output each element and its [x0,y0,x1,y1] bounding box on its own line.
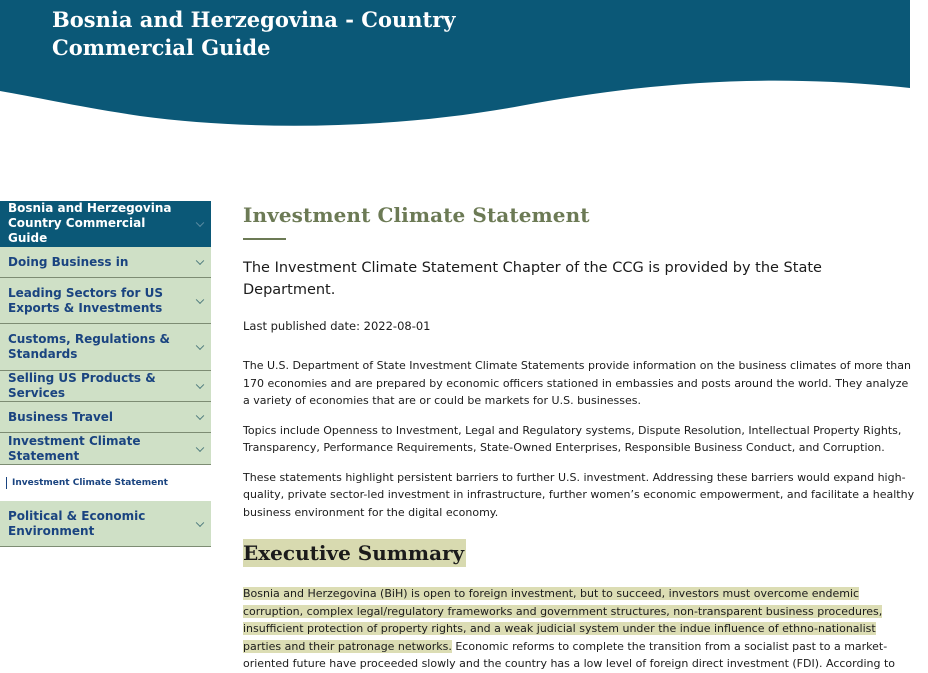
site-title-line1: Bosnia and Herzegovina - Country [52,7,456,32]
sidebar-item-label: Doing Business in [8,254,129,269]
sidebar-item-investment-climate[interactable] [0,433,211,465]
chevron-down-icon [196,443,204,451]
sidebar-nav [0,201,211,547]
chevron-down-icon [196,381,204,389]
sidebar-item-label: Business Travel [8,409,114,424]
sidebar-item-customs-regulations[interactable] [0,324,211,371]
page-title: Investment Climate Statement [243,203,590,227]
executive-summary-heading-wrap [243,539,915,567]
sidebar-item-doing-business[interactable] [0,247,211,278]
site-title [52,6,472,62]
sidebar-item-political-economic[interactable] [0,501,211,547]
sidebar-item-leading-sectors[interactable] [0,278,211,324]
main-content [243,201,915,673]
body-paragraph: Topics include Openness to Investment, Legal and Regulatory systems, Dispute Resolution, Intellectual Property Rights, Transparency, Performance Requirements, State-Owned Enterprises, Responsible Business Conduct, and Corruption. [243,423,902,454]
sidebar-item-label: Selling US Products & Services [8,371,156,400]
chevron-down-icon [196,295,204,303]
chevron-down-icon [196,518,204,526]
sidebar-subitem-investment-climate[interactable] [0,465,211,501]
chevron-down-icon [196,218,204,226]
sidebar-subitem-label: Investment Climate Statement [12,478,168,488]
sidebar-item-business-travel[interactable] [0,402,211,433]
highlighted-text: Bosnia and Herzegovina (BiH) is open to foreign investment, but to succeed, investors must overcome endemic corruption, complex legal/regulatory frameworks and government structures, non-transparent business procedures, insufficient protection of property rights, and a weak judicial system under the indue influence of ethno-nationalist parties and their patronage networks. [243,587,883,653]
sidebar-item-selling-products[interactable] [0,371,211,402]
paragraph-continuation: Economic reforms to complete the transition from a socialist past to a market-oriented future have proceeded slowly and the country has a low level of foreign direct investment (FDI). According to [243,639,896,670]
chevron-down-icon [196,342,204,350]
site-title-line2: Commercial Guide [52,35,271,60]
chevron-down-icon [196,412,204,420]
lead-paragraph: The Investment Climate Statement Chapter of the CCG is provided by the State Department. [243,260,822,298]
sidebar-item-label: Bosnia and Herzegovina Country Commercial Guide [8,201,172,245]
active-indicator [6,477,7,489]
sidebar-item-label: Customs, Regulations & Standards [8,332,170,361]
chevron-down-icon [196,257,204,265]
sidebar-item-country-commercial-guide[interactable] [0,201,211,247]
sidebar-item-label: Political & Economic Environment [8,508,146,538]
body-paragraph: These statements highlight persistent barriers to further U.S. investment. Addressing these barriers would expand high-quality, private sector-led investment in infrastructure, further women’s economic empowerment, and facilitate a healthy business environment for the digital economy. [243,470,915,519]
executive-summary-heading: Executive Summary [243,541,465,565]
executive-summary-paragraph [243,585,915,673]
published-date: Last published date: 2022-08-01 [243,319,431,333]
sidebar-item-label: Leading Sectors for US Exports & Investments [8,285,163,315]
site-banner [0,0,928,140]
title-underline [243,238,286,240]
sidebar-item-label: Investment Climate Statement [8,433,141,463]
body-paragraph: The U.S. Department of State Investment Climate Statements provide information on the business climates of more than 170 economies and are prepared by economic officers stationed in embassies and posts around the world. They analyze a variety of economies that are or could be markets for U.S. businesses. [243,359,911,407]
